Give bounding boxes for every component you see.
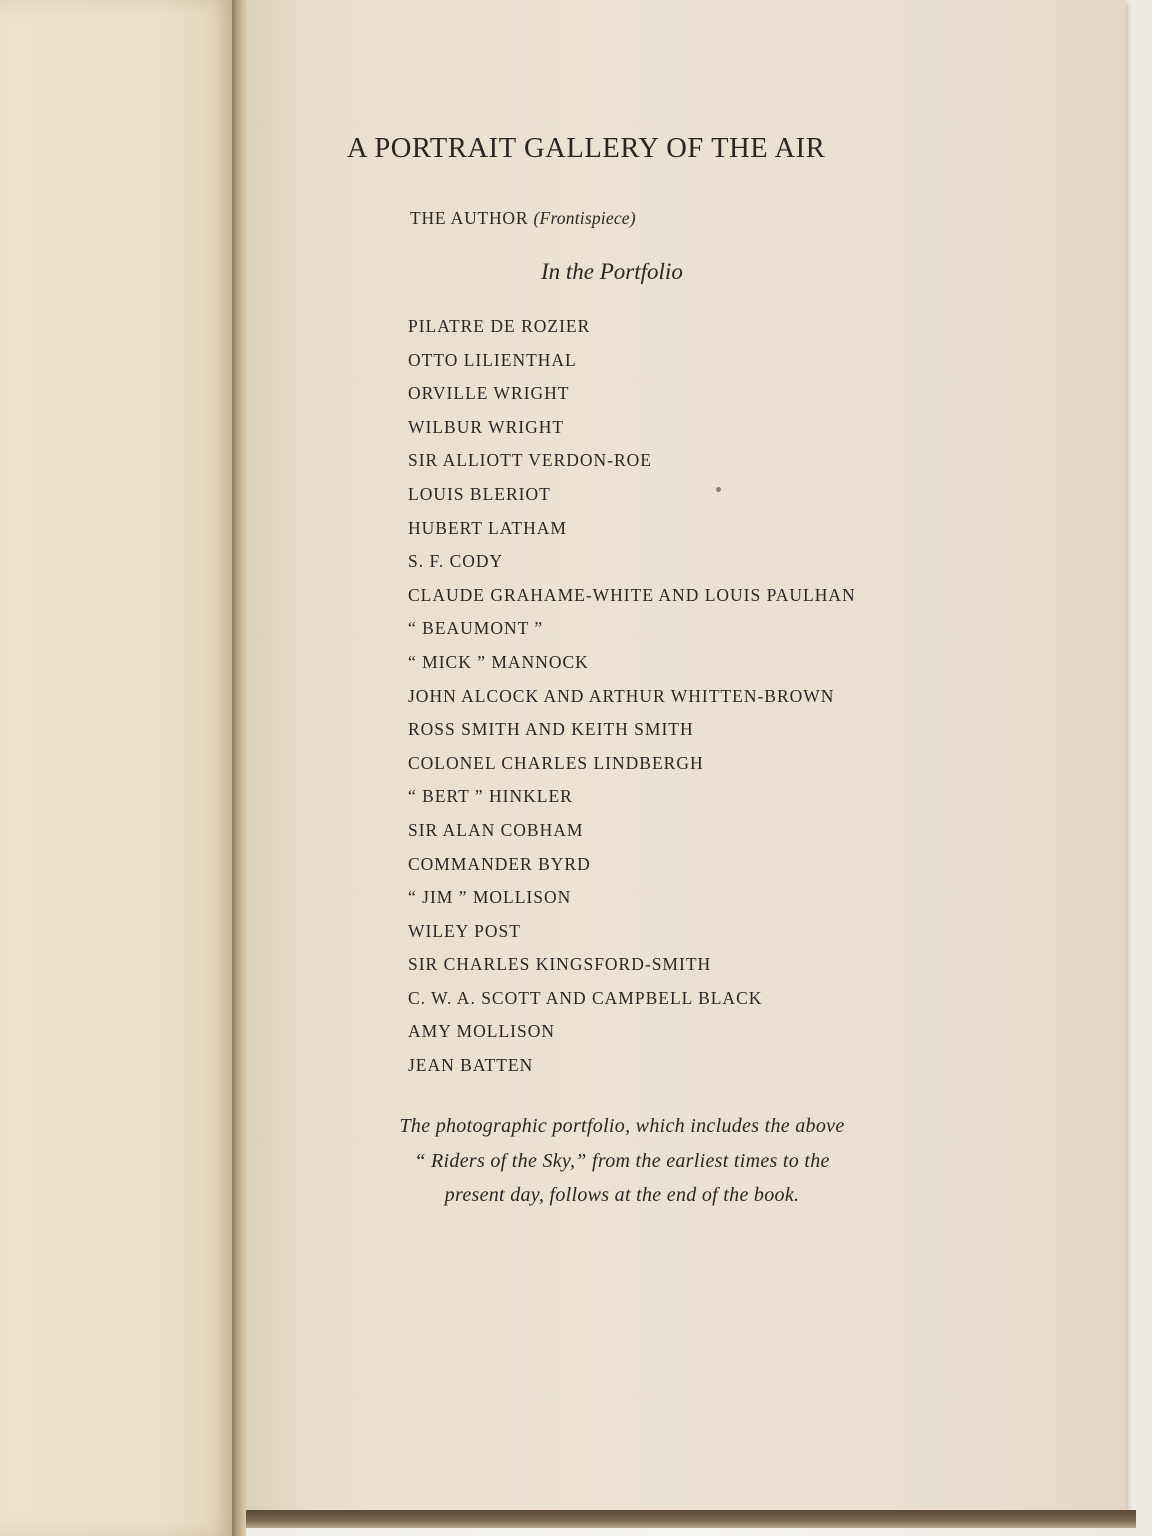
list-item: SIR CHARLES KINGSFORD-SMITH xyxy=(408,954,712,975)
list-item: WILEY POST xyxy=(408,920,521,941)
list-item: S. F. CODY xyxy=(408,551,504,572)
list-item: WILBUR WRIGHT xyxy=(408,416,565,437)
list-item: SIR ALLIOTT VERDON-ROE xyxy=(408,450,652,471)
book-gutter xyxy=(232,0,246,1536)
list-item: COMMANDER BYRD xyxy=(408,853,591,874)
list-item: OTTO LILIENTHAL xyxy=(408,349,577,370)
footnote-line: The photographic portfolio, which includes the above xyxy=(399,1115,845,1137)
footnote-line: “ Riders of the Sky,” from the earliest times to the xyxy=(414,1149,830,1172)
list-item: JOHN ALCOCK AND ARTHUR WHITTEN-BROWN xyxy=(408,685,835,706)
book-cover-edge xyxy=(246,1510,1136,1528)
list-item: “ JIM ” MOLLISON xyxy=(408,887,572,908)
list-item: AMY MOLLISON xyxy=(408,1021,555,1042)
page-title: A PORTRAIT GALLERY OF THE AIR xyxy=(347,133,826,164)
author-line xyxy=(410,208,636,229)
list-item: PILATRE DE ROZIER xyxy=(408,316,591,336)
frontispiece-note: (Frontispiece) xyxy=(533,208,636,228)
portfolio-footnote xyxy=(344,1109,900,1213)
portfolio-heading: In the Portfolio xyxy=(541,259,683,284)
left-page xyxy=(0,0,233,1536)
list-item: C. W. A. SCOTT AND CAMPBELL BLACK xyxy=(408,987,763,1008)
list-item: CLAUDE GRAHAME-WHITE AND LOUIS PAULHAN xyxy=(408,584,856,605)
portrait-name-list xyxy=(408,312,856,1085)
list-item: “ MICK ” MANNOCK xyxy=(408,651,589,672)
list-item: “ BERT ” HINKLER xyxy=(408,786,573,807)
list-item: LOUIS BLERIOT xyxy=(408,483,551,504)
list-item: “ BEAUMONT ” xyxy=(408,618,544,639)
list-item: SIR ALAN COBHAM xyxy=(408,819,584,840)
list-item: HUBERT LATHAM xyxy=(408,517,567,538)
list-item: ROSS SMITH AND KEITH SMITH xyxy=(408,719,694,740)
list-item: ORVILLE WRIGHT xyxy=(408,383,570,404)
author-label: THE AUTHOR xyxy=(410,208,529,228)
footnote-line: present day, follows at the end of the book. xyxy=(444,1184,800,1206)
list-item: COLONEL CHARLES LINDBERGH xyxy=(408,752,704,773)
list-item: JEAN BATTEN xyxy=(408,1055,534,1076)
